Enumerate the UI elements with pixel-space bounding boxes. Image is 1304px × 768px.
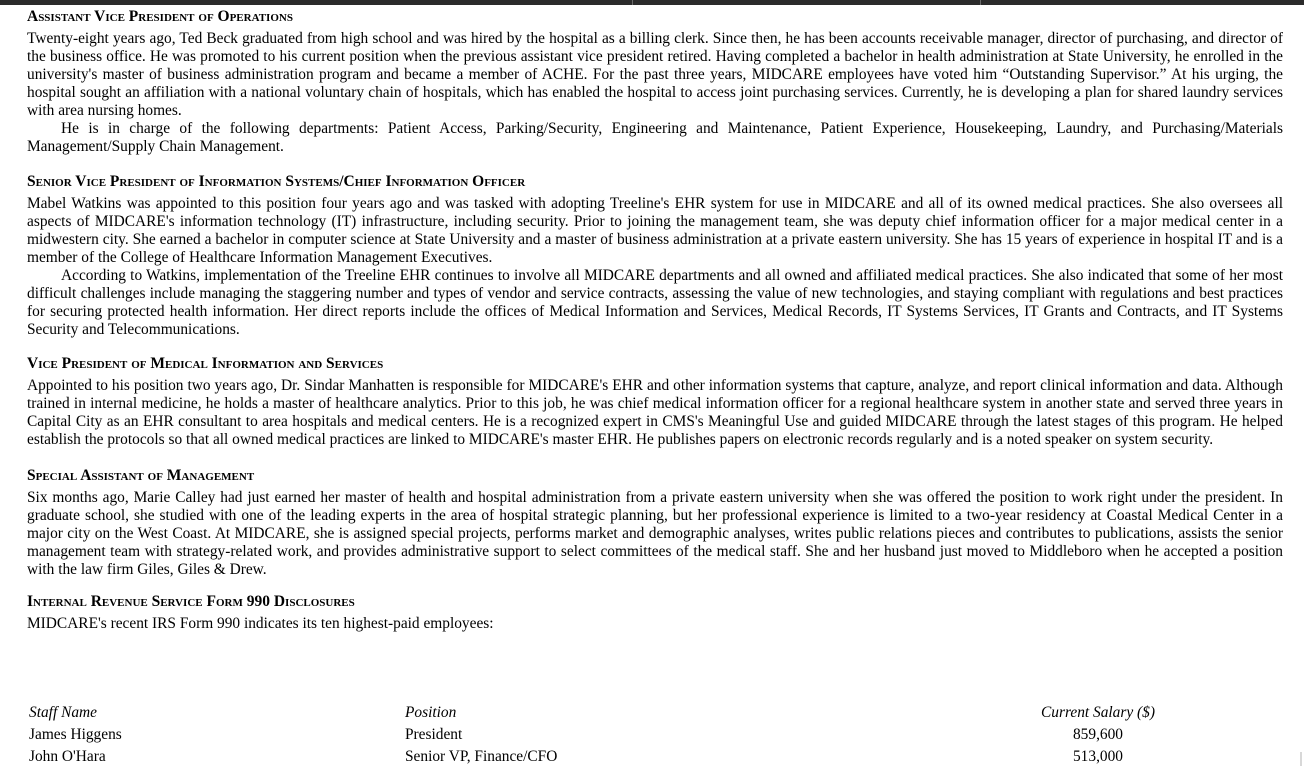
column-header-salary: Current Salary ($)	[1041, 704, 1155, 721]
column-header-position: Position	[405, 704, 457, 721]
salary-table	[27, 702, 1161, 768]
section-heading: Vice President of Medical Information and Services	[27, 355, 384, 372]
cell-staff-name: James Higgens	[29, 726, 122, 743]
paragraph: Appointed to his position two years ago, Dr. Sindar Manhatten is responsible for MIDCARE's EHR and other information systems that capture, analyze, and report clinical information and data. Although trained in internal medicine, he holds a master of healthcare analytics. Prior to this job, he was chief medical information officer for a regional healthcare system in another state and served three years in Capital City as an EHR consultant to area hospitals and medical centers. He is a recognized expert in CMS's Meaningful Use and guided MIDCARE through the latest stages of this program. He helped establish the protocols so that all owned medical practices are linked to MIDCARE's master EHR. He publishes papers on electronic records regularly and is a noted speaker on system security.	[27, 377, 1283, 448]
toolbar-divider	[980, 0, 981, 5]
table-row	[27, 724, 1161, 746]
cell-salary: 859,600	[1072, 726, 1124, 743]
section-vp-medical-information	[27, 355, 1283, 449]
paragraph: Mabel Watkins was appointed to this position four years ago and was tasked with adopting Treeline's EHR system for use in MIDCARE and all of its owned medical practices. She also oversees all aspects of MIDCARE's information technology (IT) infrastructure, including security. Prior to joining the management team, she was deputy chief information officer for a major medical center in a midwestern city. She earned a bachelor in computer science at State University and a master of business administration at a private eastern university. She has 15 years of experience in hospital IT and is a member of the College of Healthcare Information Management Executives.	[27, 195, 1283, 266]
toolbar-divider	[632, 0, 633, 5]
table-header-row	[27, 702, 1161, 724]
cell-staff-name: John O'Hara	[29, 748, 106, 765]
section-avp-operations	[27, 8, 1283, 156]
scrollbar-thumb[interactable]	[1300, 752, 1302, 766]
cell-position: Senior VP, Finance/CFO	[405, 748, 558, 765]
section-heading: Assistant Vice President of Operations	[27, 8, 293, 25]
cell-salary: 513,000	[1072, 748, 1124, 765]
section-heading: Senior Vice President of Information Systems/Chief Information Officer	[27, 173, 526, 190]
cell-position: President	[405, 726, 463, 743]
paragraph: Twenty-eight years ago, Ted Beck graduated from high school and was hired by the hospital as a billing clerk. Since then, he has been accounts receivable manager, director of purchasing, and director of the business office. He was promoted to his current position when the previous assistant vice president retired. Having completed a bachelor in health administration at State University, he enrolled in the university's master of business administration program and became a member of ACHE. For the past three years, MIDCARE employees have voted him “Outstanding Supervisor.” At his urging, the hospital sought an affiliation with a national voluntary chain of hospitals, which has enabled the hospital to access joint purchasing services. Currently, he is developing a plan for shared laundry services with area nursing homes.	[27, 30, 1283, 119]
section-irs-form-990	[27, 593, 1283, 633]
paragraph: He is in charge of the following departments: Patient Access, Parking/Security, Engineering and Maintenance, Patient Experience, Housekeeping, Laundry, and Purchasing/Materials Management/Supply Chain Management.	[27, 120, 1283, 155]
table-row	[27, 746, 1161, 768]
section-svp-information-systems	[27, 173, 1283, 339]
paragraph: MIDCARE's recent IRS Form 990 indicates its ten highest-paid employees:	[27, 615, 494, 632]
column-header-staff-name: Staff Name	[29, 704, 97, 721]
top-toolbar-strip	[0, 0, 1304, 5]
section-heading: Special Assistant of Management	[27, 467, 255, 484]
paragraph: According to Watkins, implementation of the Treeline EHR continues to involve all MIDCARE departments and all owned and affiliated medical practices. She also indicated that some of her most difficult challenges include managing the staggering number and types of vendor and service contracts, assessing the value of new technologies, and staying compliant with regulations and best practices for securing protected health information. Her direct reports include the offices of Medical Information and Services, Medical Records, IT Systems Services, IT Grants and Contracts, and IT Systems Security and Telecommunications.	[27, 267, 1283, 338]
paragraph: Six months ago, Marie Calley had just earned her master of health and hospital administration from a private eastern university when she was offered the position to work right under the president. In graduate school, she studied with one of the leading experts in the area of hospital strategic planning, but her professional experience is limited to a two-year residency at Coastal Medical Center in a major city on the West Coast. At MIDCARE, she is assigned special projects, performs market and demographic analyses, writes public relations pieces and contributes to publications, assists the senior management team with strategy-related work, and provides administrative support to select committees of the medical staff. She and her husband just moved to Middleboro when he accepted a position with the law firm Giles, Giles & Drew.	[27, 489, 1283, 578]
section-heading: Internal Revenue Service Form 990 Disclosures	[27, 593, 355, 610]
document-body	[27, 8, 1283, 651]
section-special-assistant	[27, 467, 1283, 579]
